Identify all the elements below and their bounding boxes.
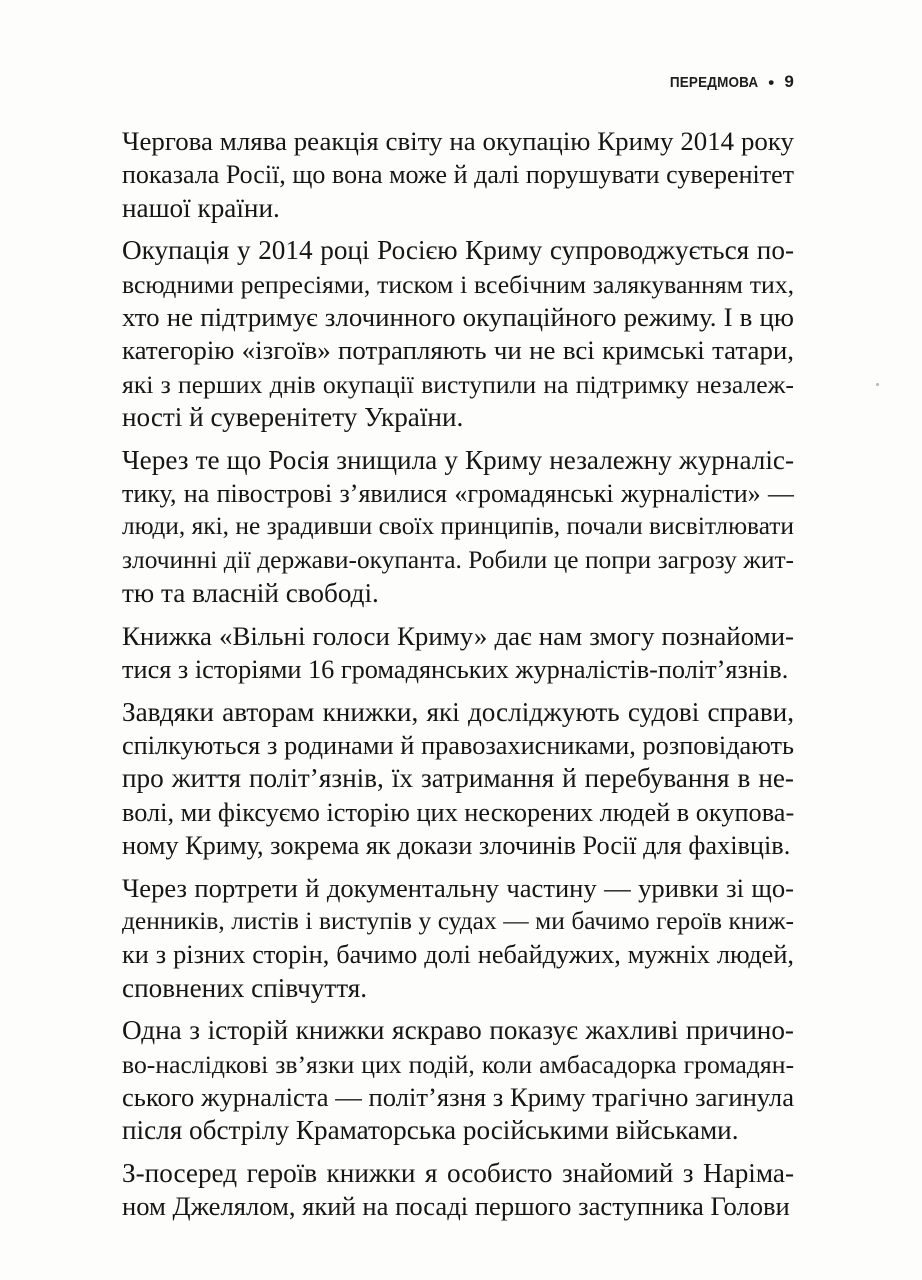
text-line: во-наслідкові зв’язки цих подій, коли амбасадорка громадян- [122,1049,794,1079]
text-line: Книжка «Вільні голоси Криму» дає нам змогу познайоми- [122,620,794,651]
paragraph [122,234,794,434]
paragraph [122,696,794,863]
text-line: нашої країни. [122,192,280,223]
text-line: Через те що Росія знищила у Криму незалежну журналіс- [122,444,794,475]
paragraph [122,444,794,611]
text-line: які з перших днів окупації виступили на підтримку незалеж- [122,369,794,399]
text-line: тися з історіями 16 громадянських журналістів-політ’язнів. [122,655,789,685]
page-number: 9 [784,72,794,91]
text-line: ному Криму, зокрема як докази злочинів Росії для фахівців. [122,831,791,861]
paragraph [122,125,794,225]
text-line: Через портрети й документальну частину — уривки зі що- [122,872,794,903]
text-line: про життя політ’язнів, їх затримання й перебування в не- [122,763,794,794]
text-line: тю та власній свободі. [122,578,379,609]
paragraph [122,1157,794,1224]
text-line: люди, які, не зрадивши своїх принципів, почали висвітлювати [122,512,794,541]
text-line: після обстрілу Краматорська російськими військами. [122,1115,739,1146]
text-line: злочинні дії держави-окупанта. Робили це попри загрозу жит- [122,545,794,574]
text-line: Одна з історій книжки яскраво показує жахливі причино- [122,1015,794,1046]
text-line: спілкуються з родинами й правозахисниками, розповідають [122,730,794,760]
text-line: ки з різних сторін, бачимо долі небайдужих, мужніх людей, [122,940,794,970]
text-line: Чергова млява реакція світу на окупацію Криму 2014 року [122,126,794,156]
text-line: категорію «ізгоїв» потрапляють чи не всі кримські татари, [122,335,794,366]
text-line: волі, ми фіксуємо історію цих нескорених людей в окупова- [122,797,794,827]
text-line: хто не підтримує злочинного окупаційного режиму. І в цю [122,302,794,333]
text-line: ського журналіста — політ’язня з Криму трагічно загинула [122,1081,794,1112]
text-line: Завдяки авторам книжки, які досліджують судові справи, [122,696,794,727]
text-line: ності й суверенітету України. [122,402,464,433]
running-head [660,72,794,92]
paragraph [122,872,794,1006]
body-text [122,125,794,1224]
paragraph [122,620,794,687]
text-line: Окупація у 2014 році Росією Криму супроводжується по- [122,235,794,266]
text-line: З-посеред героїв книжки я особисто знайомий з Наріма- [122,1157,794,1188]
text-line: денників, листів і виступів у судах — ми бачимо героїв книж- [122,906,794,935]
text-line: ном Джелялом, який на посаді першого заступника Голови [122,1191,790,1222]
section-title: ПЕРЕДМОВА [669,73,759,91]
text-line: показала Росії, що вона може й далі порушувати суверенітет [122,160,794,190]
text-line: всюдними репресіями, тиском і всебічним залякуванням тих, [122,269,794,299]
paper-speck [876,383,879,386]
paragraph [122,1014,794,1148]
text-line: сповнених співчуття. [122,972,368,1003]
text-line: тику, на півострові з’явилися «громадянські журналісти» — [122,479,794,509]
bullet-separator: • [768,72,775,92]
